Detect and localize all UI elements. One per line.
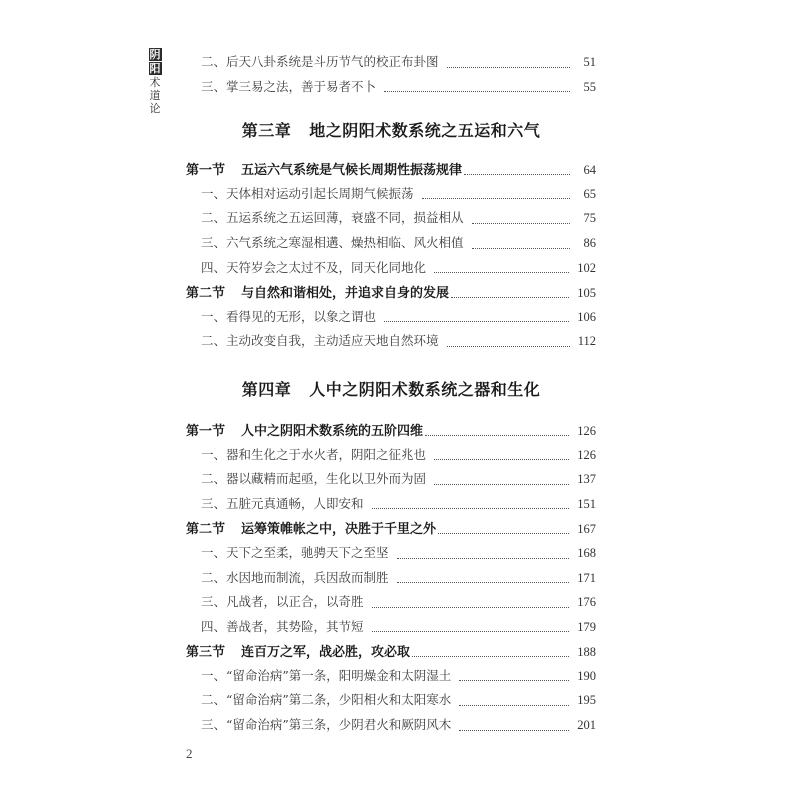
dot-leader — [447, 346, 570, 347]
dot-leader — [459, 705, 569, 706]
toc-item[interactable] — [186, 494, 596, 519]
toc-item-label: 一、天体相对运动引起长周期气候振荡 — [201, 185, 414, 201]
toc-item-label: 一、天下之至柔，驰骋天下之至坚 — [201, 544, 389, 560]
dot-leader — [434, 459, 569, 460]
dot-leader — [425, 435, 569, 436]
toc-item[interactable] — [186, 233, 596, 258]
toc-item-label: 三、五脏元真通畅，人即安和 — [201, 495, 364, 511]
toc-item-label: 一、看得见的无形，以象之谓也 — [201, 308, 377, 324]
toc-page-number: 168 — [577, 545, 596, 560]
section-number: 第一节 — [186, 423, 226, 439]
toc-item-label: 一、器和生化之于水火者，阴阳之征兆也 — [201, 446, 427, 462]
toc-section[interactable] — [186, 518, 596, 543]
dot-leader — [412, 656, 569, 657]
dot-leader — [451, 297, 569, 298]
section-number: 第二节 — [186, 522, 226, 538]
toc-section-label — [186, 420, 423, 439]
toc-item-label: 三、六气系统之寒湿相遘、燥热相临、风火相值 — [201, 234, 464, 250]
chapter-heading[interactable] — [186, 366, 596, 414]
toc-item-label: 二、“留命治病”第二条，少阳相火和太阳寒水 — [201, 692, 452, 708]
dot-leader — [472, 223, 570, 224]
chapter-title: 地之阴阳术数系统之五运和六气 — [309, 121, 541, 141]
toc-page-number: 190 — [577, 668, 596, 683]
toc-item[interactable] — [186, 307, 596, 332]
book-title-char: 道 — [149, 89, 161, 102]
dot-leader — [384, 91, 570, 92]
toc-item-label: 二、水因地而制流，兵因敌而制胜 — [201, 569, 389, 585]
toc-item[interactable] — [186, 690, 596, 715]
toc-page-number: 188 — [577, 645, 596, 660]
toc-item[interactable] — [186, 666, 596, 691]
page-number: 2 — [186, 746, 193, 761]
toc-item-label: 一、“留命治病”第一条，阳明燥金和太阴湿土 — [201, 667, 452, 683]
toc-item[interactable] — [186, 208, 596, 233]
toc-page-number: 151 — [577, 496, 596, 511]
toc-item[interactable] — [186, 258, 596, 283]
table-of-contents — [186, 52, 596, 740]
toc-page-number: 201 — [577, 718, 596, 733]
toc-item[interactable] — [186, 617, 596, 642]
toc-section-label — [186, 518, 436, 537]
toc-page-number: 126 — [577, 447, 596, 462]
toc-page-number: 64 — [583, 163, 596, 178]
running-head-book-title — [148, 48, 162, 115]
dot-leader — [372, 607, 570, 608]
toc-item[interactable] — [186, 331, 596, 356]
dot-leader — [459, 680, 569, 681]
dot-leader — [372, 508, 570, 509]
toc-page-number: 126 — [577, 423, 596, 438]
dot-leader — [464, 174, 570, 175]
toc-item-label: 二、器以藏精而起亟，生化以卫外而为固 — [201, 471, 427, 487]
chapter-heading[interactable] — [186, 107, 596, 155]
toc-item[interactable] — [186, 543, 596, 568]
toc-item[interactable] — [186, 52, 596, 77]
toc-page-number: 112 — [577, 334, 596, 349]
toc-page-number: 102 — [577, 260, 596, 275]
book-title-char: 阴 — [149, 48, 161, 61]
toc-page-number: 105 — [577, 286, 596, 301]
toc-item[interactable] — [186, 469, 596, 494]
dot-leader — [434, 484, 569, 485]
toc-page-number: 65 — [583, 186, 596, 201]
toc-page-number: 55 — [583, 79, 596, 94]
section-title: 连百万之军，战必胜，攻必取 — [241, 645, 411, 661]
book-title-char: 术 — [149, 76, 161, 89]
dot-leader — [438, 533, 569, 534]
toc-page-number: 171 — [577, 570, 596, 585]
toc-item[interactable] — [186, 568, 596, 593]
dot-leader — [397, 582, 570, 583]
toc-section-label — [186, 159, 462, 178]
book-title-char: 阳 — [149, 62, 161, 75]
toc-item-label: 二、主动改变自我，主动适应天地自然环境 — [201, 333, 439, 349]
dot-leader — [384, 321, 569, 322]
dot-leader — [447, 67, 570, 68]
toc-page-number: 106 — [577, 309, 596, 324]
toc-item-label: 三、凡战者，以正合，以奇胜 — [201, 594, 364, 610]
section-title: 运筹策帷帐之中，决胜于千里之外 — [241, 522, 437, 538]
toc-page-number: 86 — [583, 235, 596, 250]
toc-section[interactable] — [186, 420, 596, 445]
toc-item-label: 二、后天八卦系统是斗历节气的校正布卦图 — [201, 54, 439, 69]
toc-page-number: 167 — [577, 522, 596, 537]
toc-page-number: 195 — [577, 693, 596, 708]
toc-item-label: 三、“留命治病”第三条，少阴君火和厥阴风木 — [201, 717, 452, 733]
toc-item[interactable] — [186, 592, 596, 617]
toc-section-label — [186, 282, 449, 301]
toc-section-label — [186, 641, 410, 660]
section-title: 人中之阴阳术数系统的五阶四维 — [241, 423, 424, 439]
toc-item-label: 四、善战者，其势险，其节短 — [201, 618, 364, 634]
toc-item-label: 二、五运系统之五运回薄，衰盛不同，损益相从 — [201, 210, 464, 226]
dot-leader — [422, 198, 570, 199]
toc-section[interactable] — [186, 282, 596, 307]
section-title: 五运六气系统是气候长周期性振荡规律 — [241, 163, 463, 179]
toc-page-number: 179 — [577, 619, 596, 634]
dot-leader — [397, 558, 570, 559]
toc-section[interactable] — [186, 159, 596, 184]
toc-item[interactable] — [186, 445, 596, 470]
section-number: 第二节 — [186, 286, 226, 302]
toc-section[interactable] — [186, 641, 596, 666]
toc-item-label: 四、天符岁会之太过不及，同天化同地化 — [201, 259, 427, 275]
toc-page-number: 75 — [583, 211, 596, 226]
section-number: 第三节 — [186, 645, 226, 661]
dot-leader — [372, 631, 570, 632]
toc-item[interactable] — [186, 184, 596, 209]
toc-page-number: 51 — [583, 55, 596, 69]
toc-page-number: 137 — [577, 472, 596, 487]
toc-item[interactable] — [186, 77, 596, 102]
dot-leader — [459, 730, 569, 731]
dot-leader — [472, 248, 570, 249]
toc-item-label: 三、掌三易之法，善于易者不卜 — [201, 78, 377, 94]
book-title-char: 论 — [149, 102, 161, 115]
toc-item[interactable] — [186, 715, 596, 740]
chapter-number: 第四章 — [241, 379, 292, 399]
chapter-title: 人中之阴阳术数系统之器和生化 — [309, 379, 541, 399]
chapter-number: 第三章 — [241, 121, 292, 141]
toc-page-number: 176 — [577, 595, 596, 610]
section-title: 与自然和谐相处，并追求自身的发展 — [241, 286, 450, 302]
section-number: 第一节 — [186, 163, 226, 179]
dot-leader — [434, 272, 569, 273]
